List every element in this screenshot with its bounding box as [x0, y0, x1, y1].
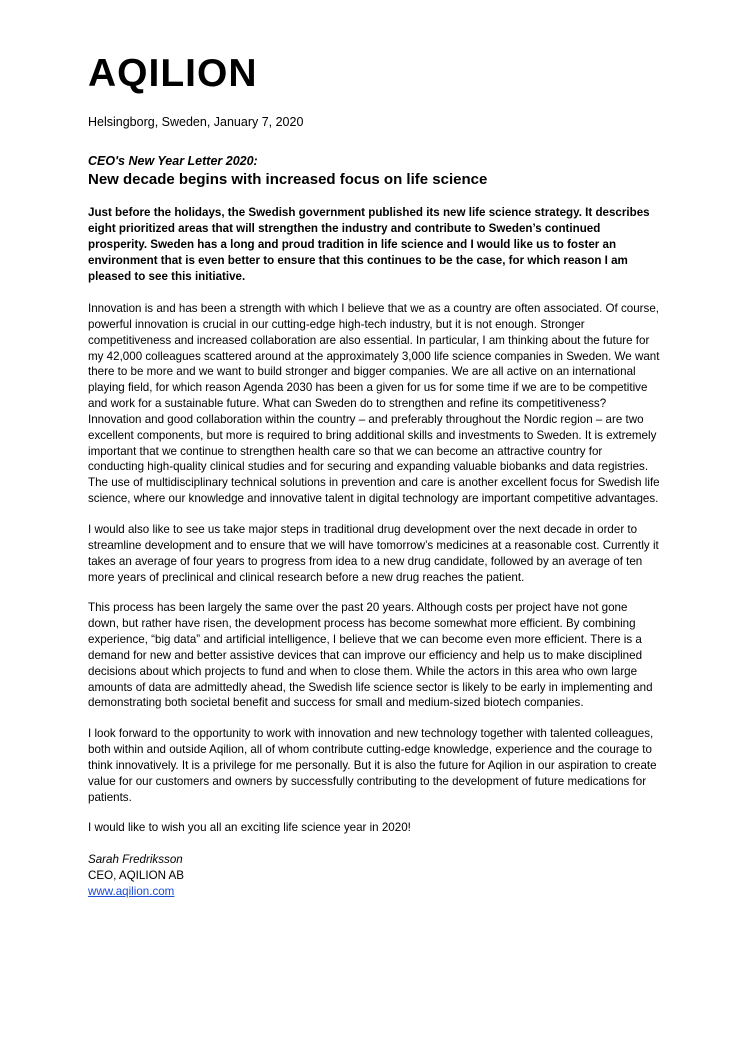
body-paragraph-2: I would also like to see us take major steps in traditional drug development over the next decade in order to streamline development and to ensure that we will have tomorrow’s medicines at a reasonable cost. Currently it takes an average of four years to progress from idea to a new drug candidate, followed by an average of ten more years of preclinical and clinical research before a new drug reaches the patient.	[88, 522, 659, 584]
lead-paragraph: Just before the holidays, the Swedish government published its new life science strategy. It describes eight prioritized areas that will strengthen the industry and contribute to Sweden’s continued prosperity. Sweden has a long and proud tradition in life science and I would like us to foster an environment that is even better to ensure that this continues to be the case, for which reason I am pleased to see this initiative.	[88, 206, 650, 283]
signature-block	[88, 852, 660, 900]
body-paragraph-5: I would like to wish you all an exciting life science year in 2020!	[88, 821, 411, 835]
body-paragraph-3: This process has been largely the same over the past 20 years. Although costs per project have not gone down, but rather have risen, the development process has become somewhat more efficient. By combining experience, “big data” and artificial intelligence, I believe that we can become even more efficient. There is a demand for new and better assistive devices that can improve our efficiency and help us to make disciplined decisions about which projects to fund and when to close them. While the actors in this area who own large amounts of data are admittedly ahead, the Swedish life science sector is likely to be early in implementing and demonstrating both societal benefit and success for small and medium-sized biotech companies.	[88, 601, 653, 710]
letter-kicker: CEO's New Year Letter 2020:	[88, 154, 258, 168]
body-paragraph-1: Innovation is and has been a strength with which I believe that we as a country are often associated. Of course, powerful innovation is crucial in our cutting-edge high-tech industry, but it is not enough. Stronger competitiveness and increased collaboration are also essential. In particular, I am thinking about the future for my 42,000 colleagues scattered around at the approximately 3,000 life science companies in Sweden. We want there to be more and we want to build stronger and bigger companies. We are all active on an international playing field, for which reason Agenda 2030 has been a given for us for some time if we are to be competitive and work for a sustainable future. What can Sweden do to strengthen and refine its competitiveness? Innovation and good collaboration within the country – and preferably throughout the Nordic region – are two excellent components, but more is required to bring additional skills and investments to Sweden. It is extremely important that we continue to strengthen health care so that we can become an attractive country for conducting high-quality clinical studies and for securing and expanding valuable biobanks and data registries. The use of multidisciplinary technical solutions in prevention and care is another excellent focus for Swedish life science, where our knowledge and innovative talent in digital technology are important competitive advantages.	[88, 302, 660, 506]
signature-title: CEO, AQILION AB	[88, 869, 185, 883]
page-title: New decade begins with increased focus on life science	[88, 171, 488, 188]
signature-name: Sarah Fredriksson	[88, 853, 183, 867]
website-link[interactable]: www.aqilion.com	[88, 885, 175, 899]
letter-page	[88, 52, 660, 900]
dateline: Helsingborg, Sweden, January 7, 2020	[88, 115, 304, 129]
company-logo: AQILION	[88, 52, 258, 95]
body-paragraph-4: I look forward to the opportunity to work with innovation and new technology together with talented colleagues, both within and outside Aqilion, all of whom contribute cutting-edge knowledge, experience and the courage to think innovatively. It is a privilege for me personally. But it is also the future for Aqilion in our aspiration to create value for our customers and owners by successfully contributing to the development of future medications for patients.	[88, 727, 657, 804]
